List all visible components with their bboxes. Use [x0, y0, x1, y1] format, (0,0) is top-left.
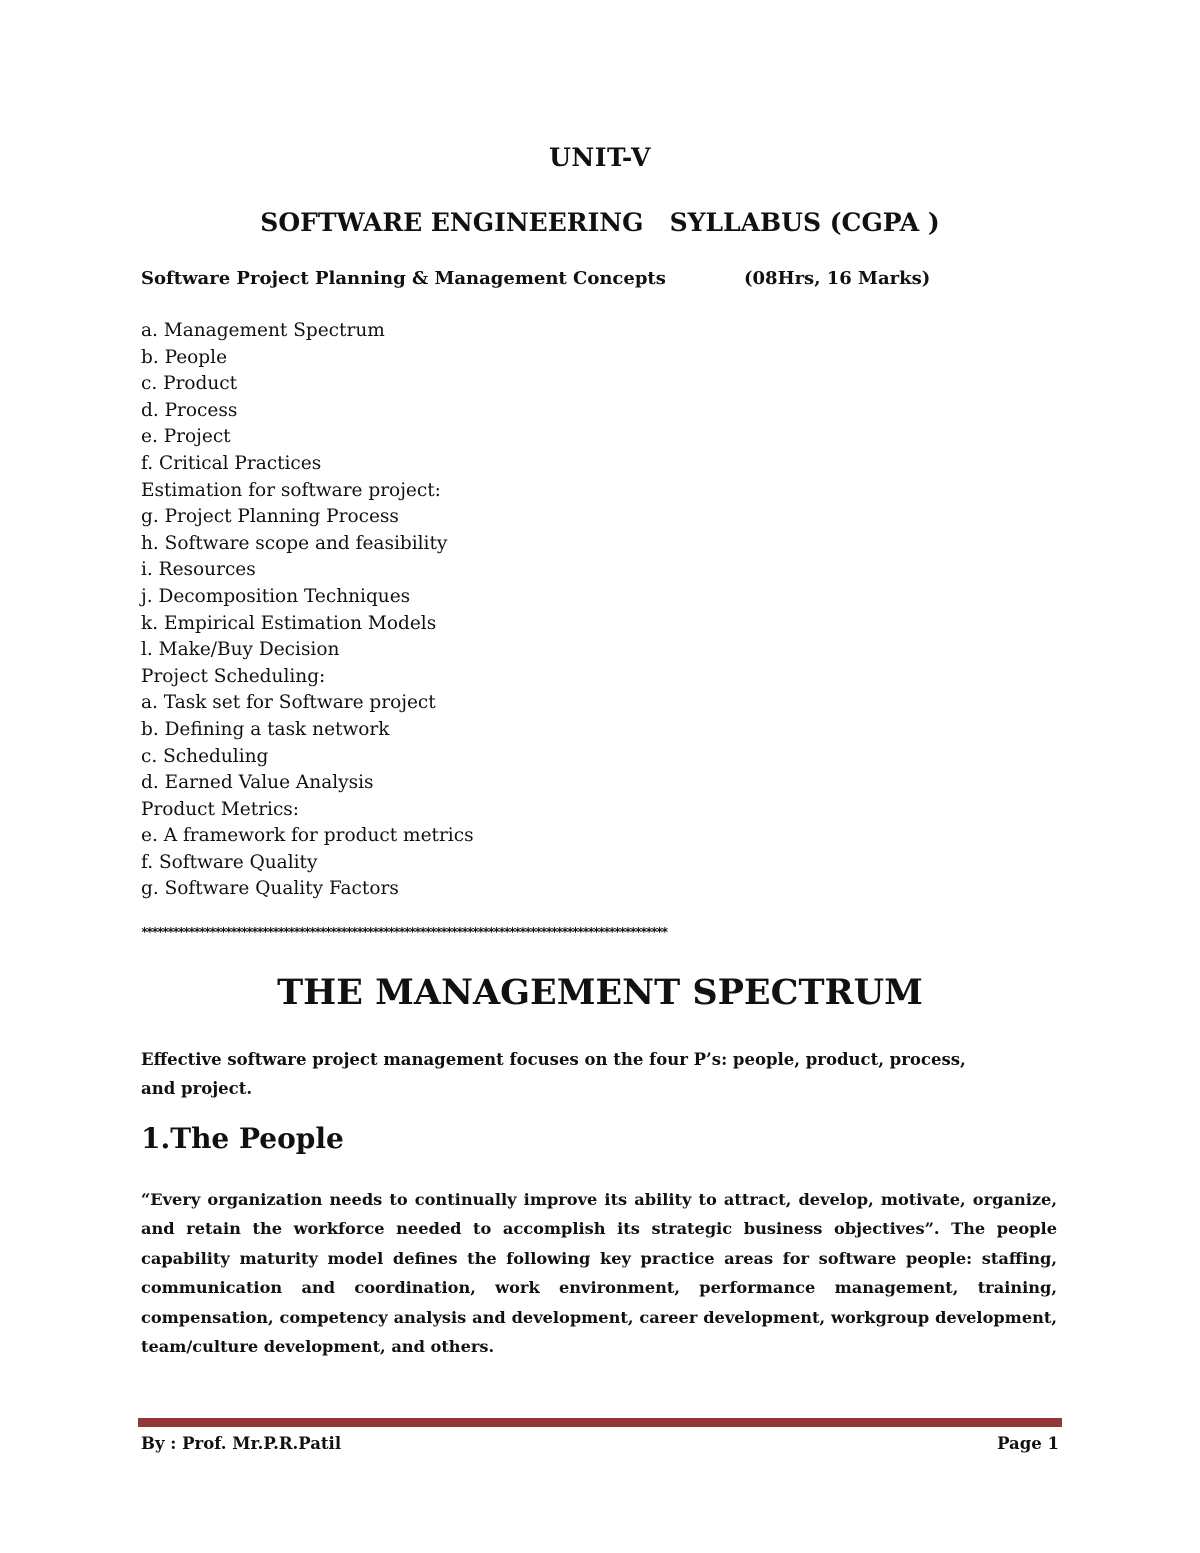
list-item: f. Critical Practices [141, 452, 322, 474]
list-item: f. Software Quality [141, 851, 318, 873]
list-item: j. Decomposition Techniques [141, 585, 411, 607]
list-item: Estimation for software project: [141, 479, 441, 501]
topic-title: Software Project Planning & Management Concepts [141, 268, 666, 289]
list-item: d. Process [141, 399, 238, 421]
list-item: Project Scheduling: [141, 665, 326, 687]
list-item: k. Empirical Estimation Models [141, 612, 437, 634]
footer-page-number: Page 1 [997, 1434, 1059, 1453]
syllabus-title: SOFTWARE ENGINEERING SYLLABUS (CGPA ) [260, 208, 940, 237]
list-item: b. People [141, 346, 228, 368]
topic-row [141, 268, 1001, 289]
hours-marks: (08Hrs, 16 Marks) [744, 268, 931, 289]
separator-line: **************************************************************************************************** [141, 925, 667, 939]
intro-paragraph: Effective software project management focuses on the four P’s: people, product, process, and project. [141, 1050, 966, 1098]
list-item: d. Earned Value Analysis [141, 772, 374, 794]
list-item: e. Project [141, 426, 231, 448]
list-item: c. Scheduling [141, 745, 269, 767]
list-item: h. Software scope and feasibility [141, 532, 448, 554]
list-item: b. Defining a task network [141, 718, 390, 740]
footer-rule [138, 1418, 1062, 1427]
footer-author: By : Prof. Mr.P.R.Patil [141, 1434, 342, 1453]
people-paragraph: “Every organization needs to continually improve its ability to attract, develop, motivate, organize, and retain the workforce needed to accomplish its strategic business objectives”. The people capability maturity model defines the following key practice areas for software people: staffing, communication and coordination, work environment, performance management, training, compensation, competency analysis and development, career development, workgroup development, team/culture development, and others. [141, 1190, 1057, 1357]
list-item: i. Resources [141, 559, 256, 581]
unit-title: UNIT-V [549, 143, 651, 172]
list-item: g. Software Quality Factors [141, 878, 399, 900]
section-heading: THE MANAGEMENT SPECTRUM [277, 972, 923, 1013]
list-item: a. Task set for Software project [141, 692, 436, 714]
list-item: Product Metrics: [141, 798, 300, 820]
list-item: g. Project Planning Process [141, 506, 399, 528]
list-item: c. Product [141, 373, 238, 395]
list-item: l. Make/Buy Decision [141, 639, 340, 661]
list-item: e. A framework for product metrics [141, 825, 474, 847]
topic-list [141, 318, 474, 903]
list-item: a. Management Spectrum [141, 320, 385, 341]
people-heading: 1.The People [141, 1122, 344, 1155]
